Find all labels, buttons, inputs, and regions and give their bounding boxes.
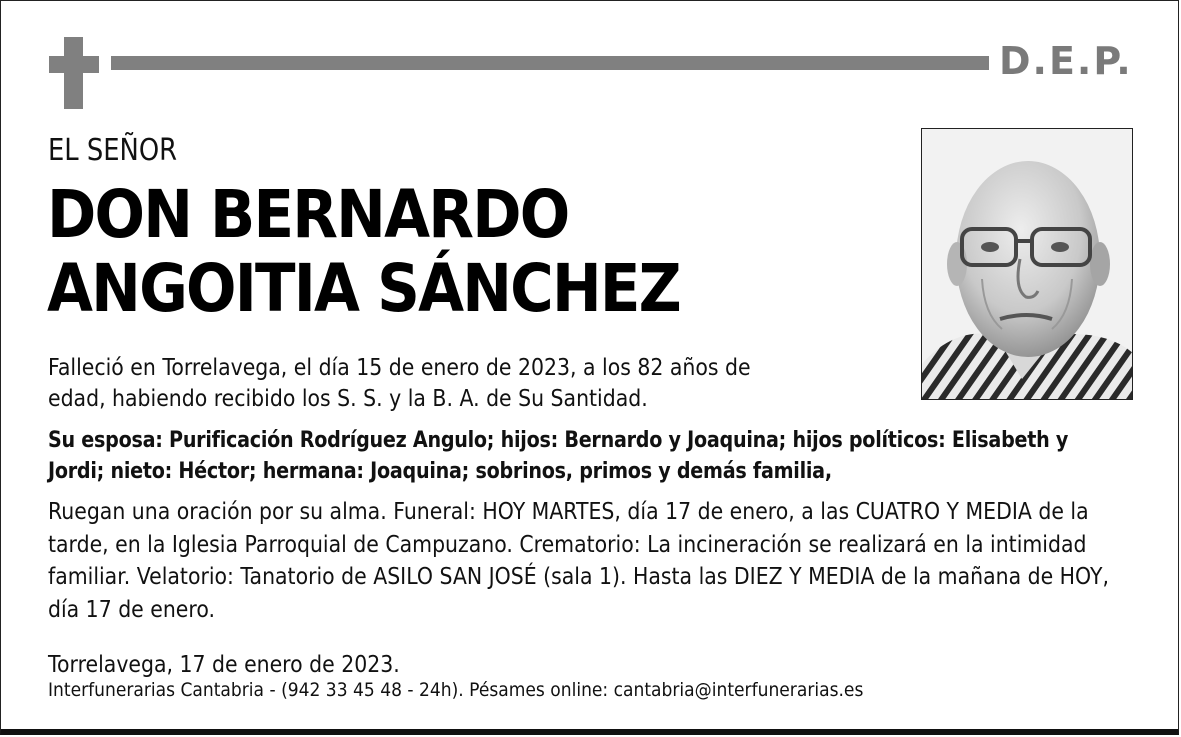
death-info: Falleció en Torrelavega, el día 15 de enero de 2023, a los 82 años de edad, habiendo recibido los S. S. y la B. A. de Su Santidad.: [48, 353, 751, 412]
header-rule: [111, 56, 989, 70]
service-details: Ruegan una oración por su alma. Funeral: HOY MARTES, día 17 de enero, a las CUATRO Y MEDIA de la tarde, en la Iglesia Parroquial de Campuzano. Crematorio: La incineración se realizará en la intimidad familiar. Velatorio: Tanatorio de ASILO SAN JOSÉ (sala 1). Hasta las DIEZ Y MEDIA de la mañana de HOY, día 17 de enero.: [48, 497, 1110, 623]
name-line-2: ANGOITIA SÁNCHEZ: [47, 250, 680, 327]
name-line-1: DON BERNARDO: [47, 176, 569, 253]
honorific: EL SEÑOR: [48, 133, 178, 168]
dateline: Torrelavega, 17 de enero de 2023.: [48, 650, 400, 678]
funeral-home-contact: Interfunerarias Cantabria - (942 33 45 48 - 24h). Pésames online: cantabria@interfunerarias.es: [48, 679, 864, 701]
dep-mark: D.E.P.: [999, 39, 1133, 83]
family-list: Su esposa: Purificación Rodríguez Angulo; hijos: Bernardo y Joaquina; hijos políticos: Elisabeth y Jordi; nieto: Héctor; hermana: Joaquina; sobrinos, primos y demás familia,: [48, 428, 1069, 484]
portrait-image: [922, 129, 1133, 400]
portrait-photo: [921, 128, 1133, 400]
deceased-name: [47, 178, 680, 326]
cross-icon: [49, 37, 99, 109]
